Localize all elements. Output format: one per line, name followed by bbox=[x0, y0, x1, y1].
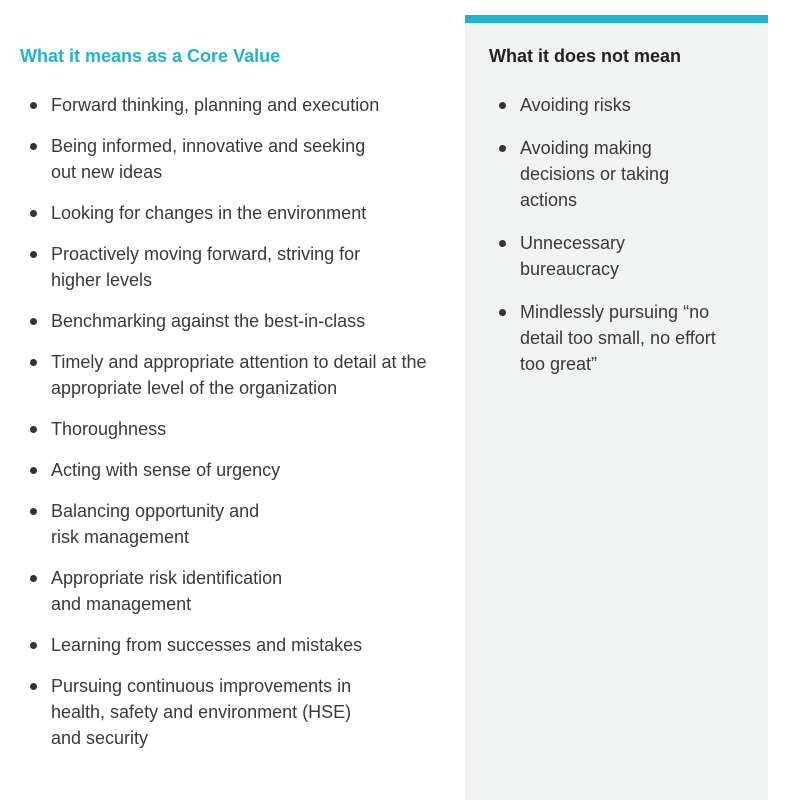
list-item: Acting with sense of urgency bbox=[20, 457, 441, 483]
list-item: Looking for changes in the environment bbox=[20, 200, 441, 226]
not-mean-heading: What it does not mean bbox=[489, 46, 682, 66]
means-list bbox=[20, 92, 440, 751]
list-item: Mindlessly pursuing “no detail too small, no effort too great” bbox=[489, 299, 740, 377]
core-value-means-section bbox=[20, 44, 440, 766]
list-item: Balancing opportunity and risk management bbox=[20, 498, 281, 550]
list-item: Avoiding making decisions or taking actions bbox=[489, 135, 690, 213]
list-item: Learning from successes and mistakes bbox=[20, 632, 441, 658]
means-heading: What it means as a Core Value bbox=[20, 46, 281, 66]
list-item: Thoroughness bbox=[20, 416, 441, 442]
list-item: Unnecessary bureaucracy bbox=[489, 230, 650, 282]
list-item: Avoiding risks bbox=[489, 92, 720, 118]
list-item: Forward thinking, planning and execution bbox=[20, 92, 441, 118]
not-mean-list bbox=[465, 68, 768, 377]
list-item: Proactively moving forward, striving for higher levels bbox=[20, 241, 391, 293]
list-item: Timely and appropriate attention to detail at the appropriate level of the organization bbox=[20, 349, 431, 401]
list-item: Benchmarking against the best-in-class bbox=[20, 308, 441, 334]
does-not-mean-panel bbox=[465, 15, 768, 800]
list-item: Pursuing continuous improvements in health, safety and environment (HSE) and security bbox=[20, 673, 371, 751]
list-item: Appropriate risk identification and management bbox=[20, 565, 311, 617]
list-item: Being informed, innovative and seeking out new ideas bbox=[20, 133, 391, 185]
